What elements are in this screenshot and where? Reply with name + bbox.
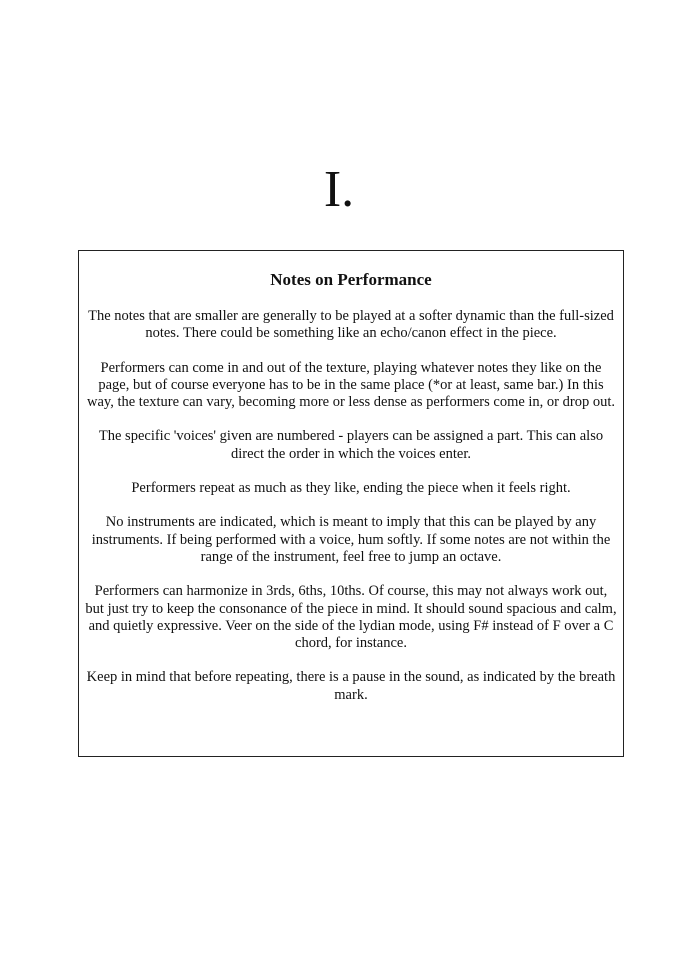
page-title: I. [323, 161, 355, 218]
note-repeats: Performers repeat as much as they like, ending the piece when it feels right. [131, 480, 571, 497]
performance-notes-box [78, 250, 624, 757]
note-texture: Performers can come in and out of the texture, playing whatever notes they like on the page, but of course everyone has to be in the same place (*or at least, same bar.) In this way, the texture can vary, becoming more or less dense as performers come in, or drop out. [87, 359, 615, 411]
note-instruments: No instruments are indicated, which is meant to imply that this can be played by any instruments. If being performed with a voice, hum softly. If some notes are not within the range of the instrument, feel free to jump an octave. [91, 514, 611, 565]
note-voices: The specific 'voices' given are numbered - players can be assigned a part. This can also direct the order in which the voices enter. [98, 428, 604, 462]
notes-heading: Notes on Performance [270, 270, 432, 289]
note-harmony: Performers can harmonize in 3rds, 6ths, 10ths. Of course, this may not always work out, but just try to keep the consonance of the piece in mind. It should sound spacious and calm, and quietly expressive. Veer on the side of the lydian mode, using F# instead of F over a C chord, for instance. [85, 583, 617, 652]
note-dynamics: The notes that are smaller are generally to be played at a softer dynamic than the full-sized notes. There could be something like an echo/canon effect in the piece. [88, 308, 614, 342]
note-breath-mark: Keep in mind that before repeating, there is a pause in the sound, as indicated by the breath mark. [86, 669, 616, 703]
